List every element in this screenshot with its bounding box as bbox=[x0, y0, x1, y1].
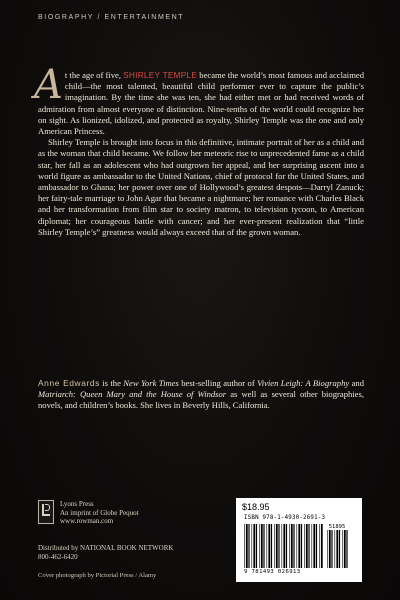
description-paragraph-2: Shirley Temple is brought into focus in this definitive, intimate portrait of her as a child and as the woman that child became. We follow her meteoric rise to unprecedented fame as a child star, her fall as an adolescent who had outgrown her appeal, and her surprising ascent into a world figure as ambassador to the United Nations, chief of protocol for the United States, and ambassador to Ghana; her power over one of Hollywood’s greatest despots—Darryl Zanuck; her fairy-tale marriage to John Agar that became a nightmare; her romance with Charles Black and her transformation from film star to society matron, to television tycoon, to American diplomat; her courageous battle with cancer; and her ever-present realization that “little Shirley Temple’s” greatness would always exceed that of the grown woman. bbox=[38, 137, 364, 237]
barcode-icon bbox=[244, 524, 356, 568]
publisher-block bbox=[38, 500, 139, 526]
author-name: Anne Edwards bbox=[38, 378, 100, 388]
cover-credit: Cover photograph by Pictorial Press / Alamy bbox=[38, 572, 157, 579]
barcode-addon: 51895 bbox=[328, 524, 346, 530]
publisher-imprint: An imprint of Globe Pequot bbox=[60, 508, 139, 517]
price-label: $18.95 bbox=[242, 502, 270, 512]
distribution-info bbox=[38, 544, 173, 561]
book-description bbox=[34, 62, 364, 238]
publisher-website: www.rowman.com bbox=[60, 517, 114, 526]
barcode-panel bbox=[236, 498, 362, 582]
isbn-label: ISBN 978-1-4930-2691-3 bbox=[244, 515, 326, 521]
ean-digits: 9 781493 026913 bbox=[244, 569, 301, 575]
author-bio: Anne Edwards is the New York Times best-selling author of Vivien Leigh: A Biography and Matriarch: Queen Mary and the House of Windsor as well as several other biographies, novels, and children’s books. She lives in Beverly Hills, California. bbox=[38, 378, 364, 411]
distributor-phone: 800-462-6420 bbox=[38, 552, 78, 561]
drop-cap: A bbox=[34, 62, 63, 108]
publisher-text bbox=[60, 500, 139, 526]
publisher-name: Lyons Press bbox=[60, 500, 94, 508]
category-label: BIOGRAPHY / ENTERTAINMENT bbox=[38, 14, 185, 21]
subject-name: SHIRLEY TEMPLE bbox=[123, 71, 198, 80]
description-paragraph-1: At the age of five, SHIRLEY TEMPLE became the world’s most famous and acclaimed child—the most talented, beautiful child performer ever to capture the public’s imagination. By the time she was ten, she had either met or had received words of admiration from almost everyone of distinction. Nine-tenths of the world could recognize her on sight. As lionized, idolized, and protected as royalty, Shirley Temple was the one and only American Princess. bbox=[34, 62, 364, 137]
publisher-logo-icon bbox=[38, 500, 54, 524]
distributor-line: Distributed by NATIONAL BOOK NETWORK bbox=[38, 544, 174, 552]
